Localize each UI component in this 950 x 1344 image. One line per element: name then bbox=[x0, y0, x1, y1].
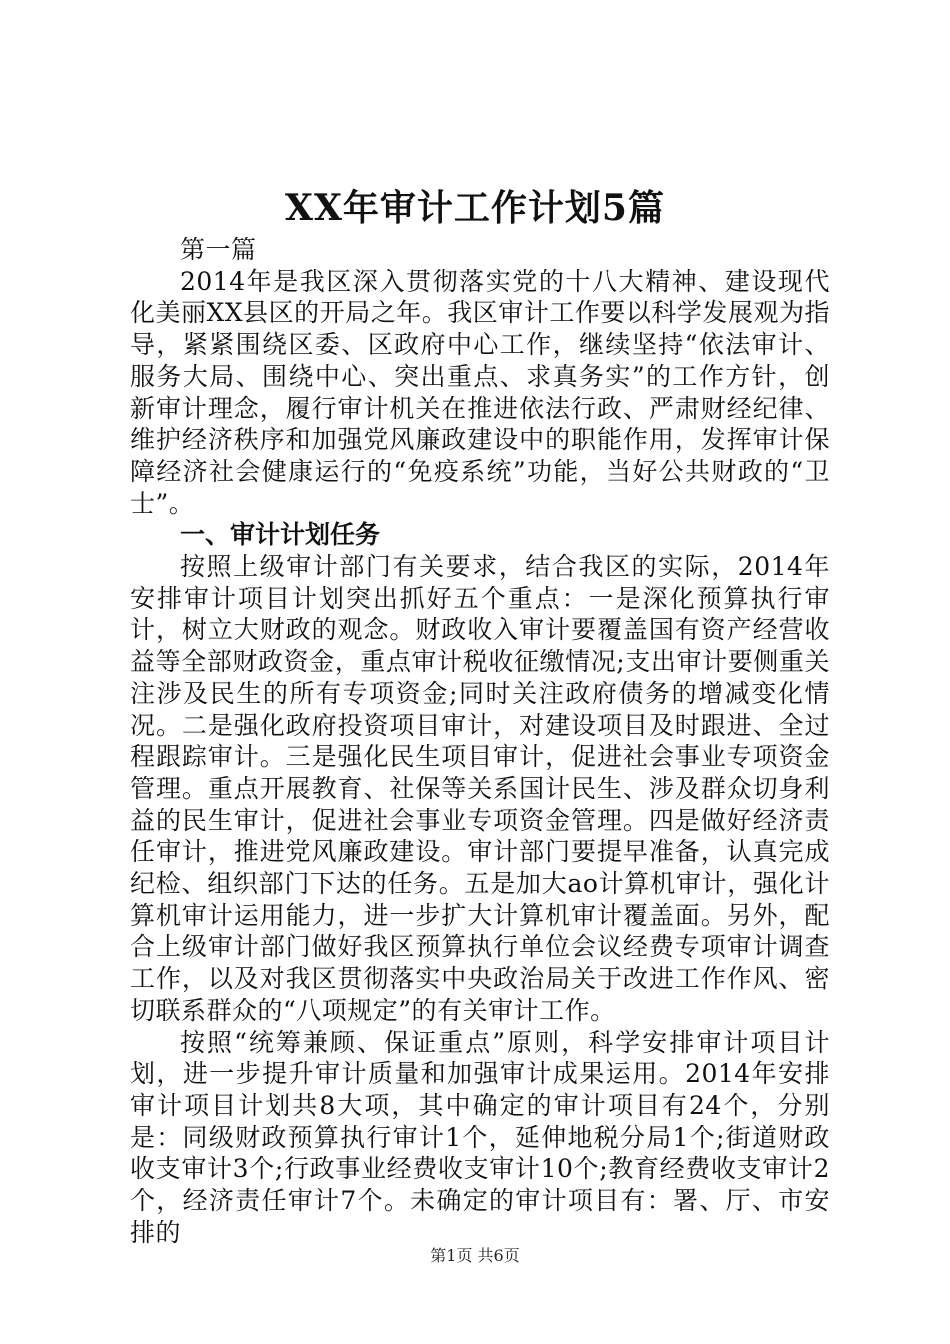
document-body bbox=[130, 234, 830, 1249]
section-heading: 一、审计计划任务 bbox=[180, 520, 381, 550]
page-number-footer: 第1页 共6页 bbox=[430, 1246, 520, 1265]
document-title: XX年审计工作计划5篇 bbox=[285, 187, 665, 229]
paragraph: 按照上级审计部门有关要求，结合我区的实际，2014年安排审计项目计划突出抓好五个重点：一是深化预算执行审计，树立大财政的观念。财政收入审计要覆盖国有资产经营收益等全部财政资金，重点审计税收征缴情况;支出审计要侧重关注涉及民生的所有专项资金;同时关注政府债务的增减变化情况。二是强化政府投资项目审计，对建设项目及时跟进、全过程跟踪审计。三是强化民生项目审计，促进社会事业专项资金管理。重点开展教育、社保等关系国计民生、涉及群众切身利益的民生审计，促进社会事业专项资金管理。四是做好经济责任审计，推进党风廉政建设。审计部门要提早准备，认真完成纪检、组织部门下达的任务。五是加大ao计算机审计，强化计算机审计运用能力，进一步扩大计算机审计覆盖面。另外，配合上级审计部门做好我区预算执行单位会议经费专项审计调查工作，以及对我区贯彻落实中央政治局关于改进工作作风、密切联系群众的“八项规定”的有关审计工作。 bbox=[130, 552, 830, 1025]
section-label: 第一篇 bbox=[180, 235, 257, 264]
paragraph: 2014年是我区深入贯彻落实党的十八大精神、建设现代化美丽XX县区的开局之年。我区审计工作要以科学发展观为指导，紧紧围绕区委、区政府中心工作，继续坚持“依法审计、服务大局、围绕中心、突出重点、求真务实”的工作方针，创新审计理念，履行审计机关在推进依法行政、严肃财经纪律、维护经济秩序和加强党风廉政建设中的职能作用，发挥审计保障经济社会健康运行的“免疫系统”功能，当好公共财政的“卫士”。 bbox=[130, 266, 830, 518]
paragraph: 按照“统筹兼顾、保证重点”原则，科学安排审计项目计划，进一步提升审计质量和加强审计成果运用。2014年安排审计项目计划共8大项，其中确定的审计项目有24个，分别是：同级财政预算执行审计1个，延伸地税分局1个;街道财政收支审计3个;行政事业经费收支审计10个;教育经费收支审计2个，经济责任审计7个。未确定的审计项目有：署、厅、市安排的 bbox=[130, 1027, 830, 1247]
